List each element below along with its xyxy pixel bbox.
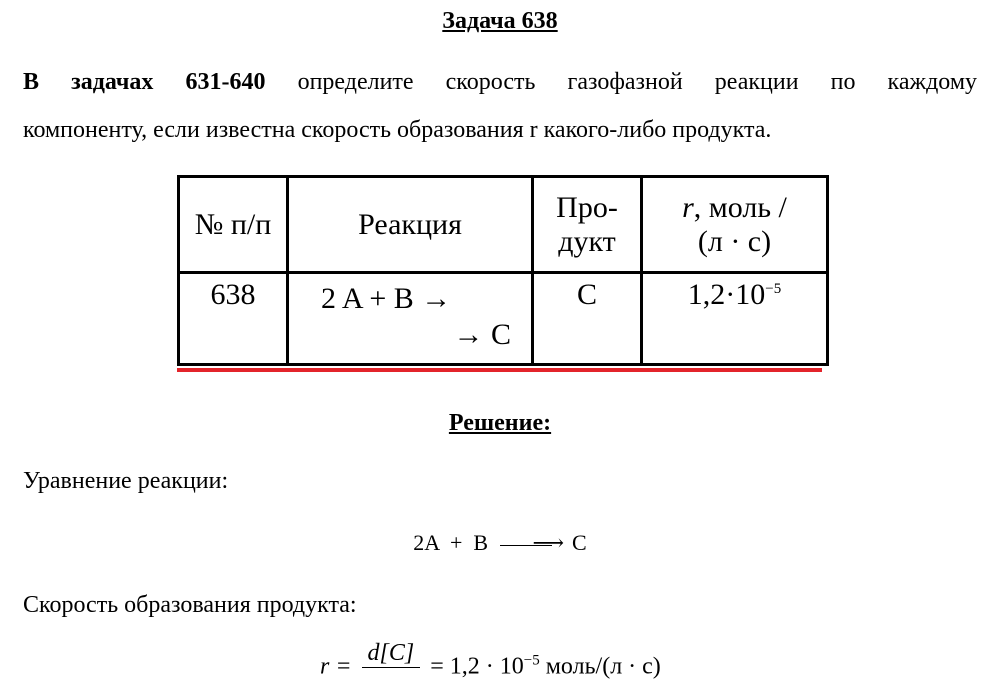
header-rate-line2: (л · с) [697, 224, 772, 258]
header-rate-line1 [643, 191, 826, 225]
header-product-line2: дукт [558, 224, 616, 258]
formula-numerator: d[C] [362, 640, 421, 668]
formula-units: моль/(л · с) [539, 653, 661, 680]
header-product [533, 177, 642, 273]
rate-formula [320, 640, 661, 696]
task-title: Задача 638 [442, 8, 558, 34]
solution-title: Решение: [448, 410, 552, 436]
table-header-row [179, 177, 828, 273]
cell-reaction [288, 273, 533, 365]
statement-line-1-rest: определите скорость газофазной реакции по каждому [265, 69, 978, 95]
header-rate [642, 177, 828, 273]
formula-denominator [362, 668, 421, 696]
statement-bold: В задачах 631-640 [23, 69, 266, 95]
rate-label: Скорость образования продукта: [23, 592, 357, 618]
table-row [179, 273, 828, 365]
equation-reactants: 2A + B [413, 530, 489, 555]
reaction-line-1: 2 A + B → [321, 282, 452, 315]
formula-fraction [362, 640, 421, 696]
header-num: № п/п [179, 177, 288, 273]
cell-product: C [533, 273, 642, 365]
task-table [177, 175, 829, 366]
rate-exponent: −5 [765, 281, 782, 297]
header-reaction: Реакция [288, 177, 533, 273]
statement-line-2: компоненту, если известна скорость образования r какого-либо продукта. [23, 117, 772, 143]
red-underline [177, 368, 822, 372]
formula-rhs: = 1,2 · 10 [430, 653, 524, 680]
equation-label: Уравнение реакции: [23, 468, 229, 494]
equation-product: C [572, 530, 587, 555]
reaction-equation [0, 530, 1000, 556]
reaction-line-2: → C [453, 318, 511, 351]
cell-num: 638 [179, 273, 288, 365]
rate-value: 1,2·10 [687, 278, 766, 311]
task-statement [23, 58, 977, 154]
cell-rate [642, 273, 828, 365]
header-rate-unit: , моль / [693, 190, 787, 224]
formula-exponent: −5 [523, 652, 540, 669]
header-product-line1: Про- [556, 190, 618, 224]
formula-lhs: r = [320, 653, 352, 680]
statement-line-1 [23, 58, 977, 106]
header-rate-symbol: r [682, 190, 694, 224]
